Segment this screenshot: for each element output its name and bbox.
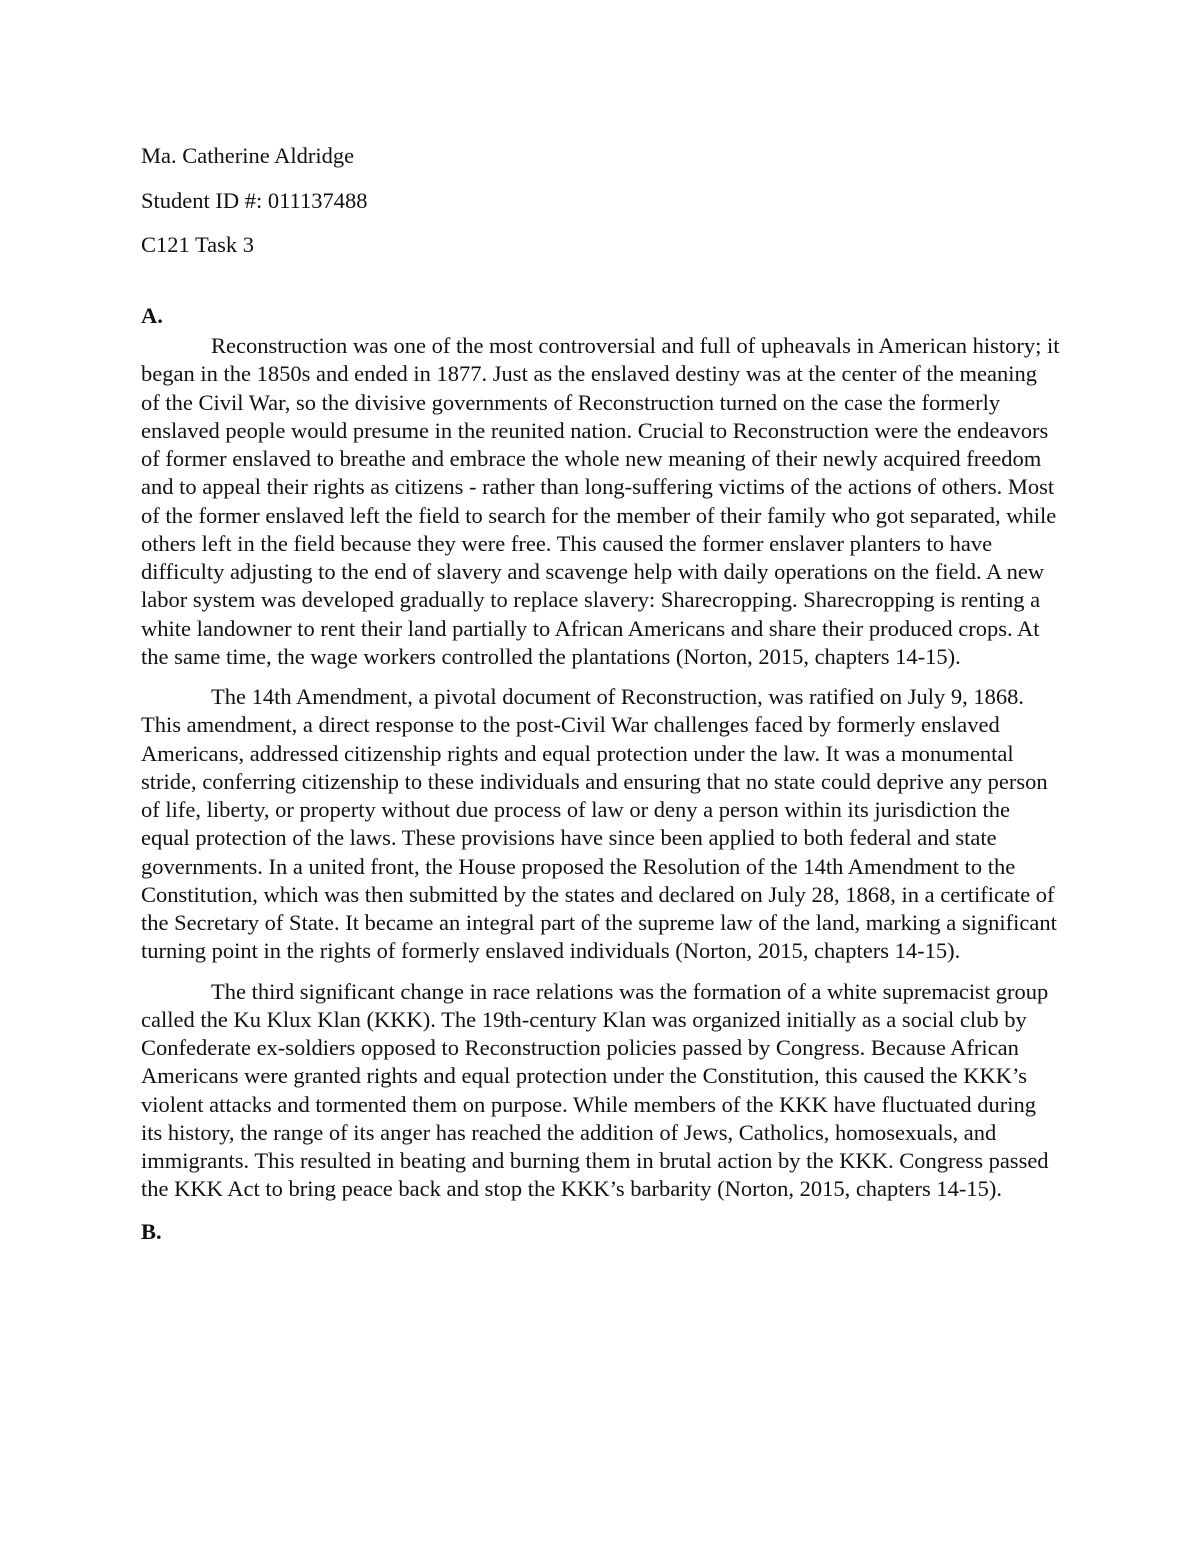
paragraph-kkk: The third significant change in race relations was the formation of a white supremacist group called the Ku Klux Klan (KKK). The 19th-century Klan was organized initially as a social club by Confederate ex-soldiers opposed to Reconstruction policies passed by Congress. Because African Americans were granted rights and equal protection under the Constitution, this caused the KKK’s violent attacks and tormented them on purpose. While members of the KKK have fluctuated during its history, the range of its anger has reached the addition of Jews, Catholics, homosexuals, and immigrants. This resulted in beating and burning them in brutal action by the KKK. Congress passed the KKK Act to bring peace back and stop the KKK’s barbarity (Norton, 2015, chapters 14-15). <box>141 978 1049 1202</box>
paragraph-reconstruction: Reconstruction was one of the most controversial and full of upheavals in American history; it began in the 1850s and ended in 1877. Just as the enslaved destiny was at the center of the meaning of the Civil War, so the divisive governments of Reconstruction turned on the case the formerly enslaved people would presume in the reunited nation. Crucial to Reconstruction were the endeavors of former enslaved to breathe and embrace the whole new meaning of their newly acquired freedom and to appeal their rights as citizens - rather than long-suffering victims of the actions of others. Most of the former enslaved left the field to search for the member of their family who got separated, while others left in the field because they were free. This caused the former enslaver planters to have difficulty adjusting to the end of slavery and scavenge help with daily operations on the field. A new labor system was developed gradually to replace slavery: Sharecropping. Sharecropping is renting a white landowner to rent their land partially to African Americans and share their produced crops. At the same time, the wage workers controlled the plantations (Norton, 2015, chapters 14-15). <box>141 333 1060 669</box>
student-id: Student ID #: 011137488 <box>141 187 368 213</box>
section-b-heading: B. <box>141 1218 162 1244</box>
section-a-heading: A. <box>141 303 163 328</box>
document-body <box>141 140 1061 1248</box>
author-name: Ma. Catherine Aldridge <box>141 143 355 168</box>
paragraph-14th-amendment: The 14th Amendment, a pivotal document of Reconstruction, was ratified on July 9, 1868. This amendment, a direct response to the post-Civil War challenges faced by formerly enslaved Americans, addressed citizenship rights and equal protection under the law. It was a monumental stride, conferring citizenship to these individuals and ensuring that no state could deprive any person of life, liberty, or property without due process of law or deny a person within its jurisdiction the equal protection of the laws. These provisions have since been applied to both federal and state governments. In a united front, the House proposed the Resolution of the 14th Amendment to the Constitution, which was then submitted by the states and declared on July 28, 1868, in a certificate of the Secretary of State. It became an integral part of the supreme law of the land, marking a significant turning point in the rights of formerly enslaved individuals (Norton, 2015, chapters 14-15). <box>141 684 1057 964</box>
task-title: C121 Task 3 <box>141 232 255 257</box>
